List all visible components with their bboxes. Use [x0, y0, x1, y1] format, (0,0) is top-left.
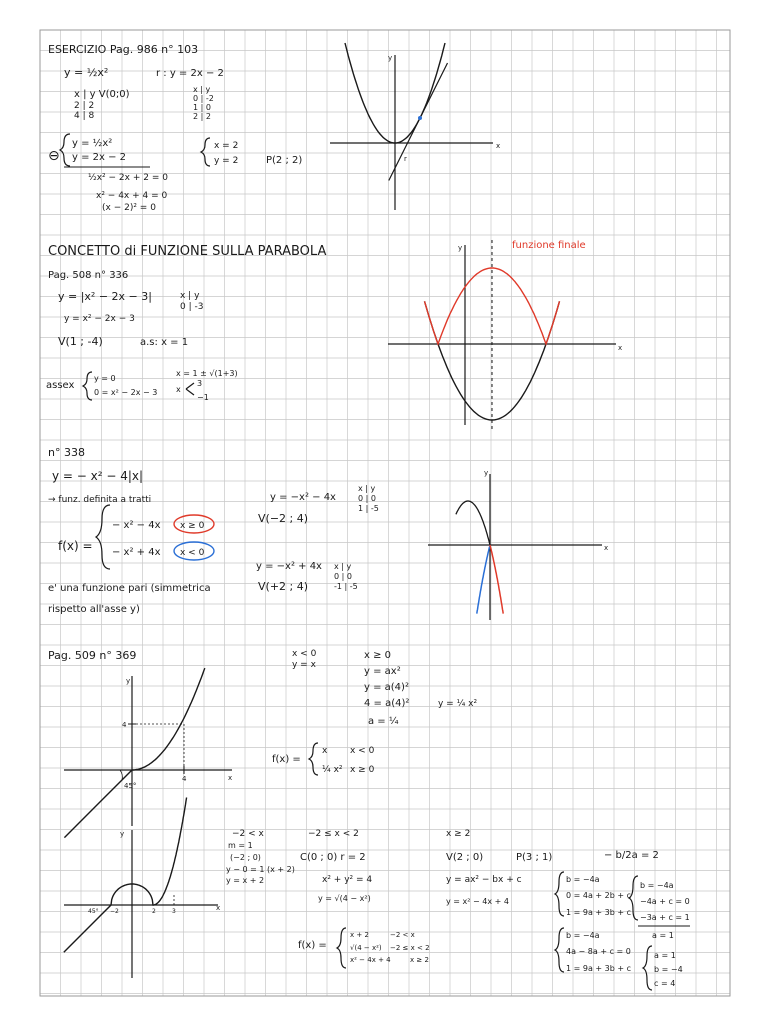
left-condition: x < 0 [292, 649, 317, 659]
case-1-step: y − 0 = 1 (x + 2) [226, 865, 295, 874]
solution-branch [186, 383, 194, 395]
calc-step: ½x² − 2x + 2 = 0 [88, 173, 168, 183]
inner-parabola: y = x² − 2x − 3 [64, 314, 135, 324]
system-eq-2: y = 2x − 2 [72, 152, 127, 163]
line-table-row: 1 | 0 [193, 103, 211, 112]
fx-label: f(x) = [272, 754, 301, 765]
angle-label: 45° [88, 908, 99, 915]
calc-step: (x − 2)² = 0 [102, 203, 156, 213]
case-a-table-row: 1 | -5 [358, 504, 379, 513]
x-tick-label: 4 [182, 775, 187, 783]
value-table-header: x | y V(0;0) [74, 89, 130, 100]
tangent-line [389, 63, 448, 181]
case-1-condition: −2 < x [390, 931, 415, 939]
case-1-expr: x + 2 [350, 931, 369, 939]
piecewise-brace [337, 928, 346, 968]
right-branch-curve [490, 545, 503, 614]
system-1-eq: b = −4a [566, 875, 600, 884]
coefficient-a: a = 1 [654, 951, 676, 960]
coefficient-b: b = −4 [654, 965, 683, 974]
graph-line-parabola [64, 668, 232, 838]
piecewise-brace [96, 505, 110, 569]
graph-tangent-parabola [330, 43, 500, 210]
minus-operator: ⊖ [48, 148, 60, 164]
derivation-step: y = a(4)² [364, 682, 409, 693]
solution-formula: x = 1 ± √(1+3) [176, 369, 238, 378]
case-3-step: y = ax² − bx + c [446, 875, 522, 885]
y-axis-label: y [458, 244, 463, 252]
value-table-row: 0 | -3 [180, 302, 204, 312]
line-table-header: x | y [193, 85, 211, 94]
graph-absolute-parabola [388, 240, 622, 432]
y-tick-label: 4 [122, 721, 127, 729]
result-y: y = 2 [214, 156, 239, 166]
exercise-title: ESERCIZIO Pag. 986 n° 103 [48, 43, 199, 56]
line-equation: r : y = 2x − 2 [156, 68, 224, 79]
value-table-header: x | y [180, 291, 200, 301]
x-axis-label: x [496, 142, 501, 150]
parabola-equation: y = ½x² [64, 66, 109, 79]
y-axis-label: y [388, 54, 393, 62]
solution-1: 3 [197, 379, 203, 388]
case-1-expr: − x² − 4x [112, 520, 161, 531]
fx-label: f(x) = [298, 940, 327, 951]
value-table-row: 4 | 8 [74, 111, 95, 121]
system-3-eq: 1 = 9a + 3b + c [566, 964, 632, 973]
result-x: x = 2 [214, 141, 239, 151]
graph-line-semicircle-parabola [64, 798, 220, 979]
case-1-step: −2 < x [232, 829, 264, 839]
case-2-step: x² + y² = 4 [322, 875, 373, 885]
case-1-step: m = 1 [228, 841, 253, 850]
graph-piecewise-parabola [428, 469, 608, 620]
vertex: V(1 ; -4) [58, 335, 103, 348]
x-tick-label: 2 [152, 908, 156, 915]
system-brace [83, 372, 92, 400]
note-line-1: e' una funzione pari (simmetrica [48, 583, 211, 594]
exercise-reference: Pag. 508 n° 336 [48, 270, 129, 281]
case-3-step: y = x² − 4x + 4 [446, 897, 509, 906]
fx-label: f(x) = [58, 539, 93, 553]
case-1-condition: x ≥ 0 [180, 521, 205, 531]
system-eq-1: y = ½x² [72, 138, 113, 149]
coefficient-c: c = 4 [654, 979, 676, 988]
system-1-eq: 0 = 4a + 2b + c [566, 891, 632, 900]
x-tick-label: −2 [110, 908, 119, 915]
function-equation: y = |x² − 2x − 3| [58, 290, 152, 303]
case-3-step: x ≥ 2 [446, 829, 471, 839]
case-1-step: y = x + 2 [226, 876, 265, 885]
section-title: CONCETTO di FUNZIONE SULLA PARABOLA [48, 244, 327, 259]
case-2-condition: x ≥ 0 [350, 765, 375, 775]
result: y = ¼ x² [438, 699, 478, 709]
exercise-336 [46, 240, 622, 432]
case-2-step: −2 ≤ x < 2 [308, 829, 359, 839]
case-2-expr: − x² + 4x [112, 547, 161, 558]
system-eq-2: 0 = x² − 2x − 3 [94, 388, 158, 397]
y-axis-label: y [484, 469, 489, 477]
legend-final-function: funzione finale [512, 240, 586, 251]
tangent-point: P(2 ; 2) [266, 155, 303, 166]
system-brace [555, 928, 564, 972]
case-2-step: y = √(4 − x²) [318, 894, 371, 903]
case-1-step: (−2 ; 0) [230, 853, 261, 862]
case-a-table-header: x | y [358, 484, 376, 493]
x-axis-label: x [228, 774, 233, 782]
note-line-2: rispetto all'asse y) [48, 604, 140, 615]
value-table-row: 2 | 2 [74, 101, 95, 111]
system-brace [60, 134, 70, 166]
case-a-vertex: V(−2 ; 4) [258, 512, 309, 525]
x-axis-label: x [604, 544, 609, 552]
exercise-103 [48, 43, 500, 213]
system-3-eq: 4a − 8a + c = 0 [566, 947, 631, 956]
case-a-table-row: 0 | 0 [358, 494, 376, 503]
exercise-338 [48, 446, 608, 620]
x-axis-label: x [216, 904, 221, 912]
derivation-step: x ≥ 0 [364, 650, 392, 661]
exercise-title: Pag. 509 n° 369 [48, 649, 137, 662]
line-table-row: 0 | -2 [193, 94, 214, 103]
solution-x: x [176, 385, 181, 394]
case-3-expr: x² − 4x + 4 [350, 956, 391, 964]
case-2-step: C(0 ; 0) r = 2 [300, 852, 366, 863]
result-brace [201, 138, 210, 166]
y-axis-label: y [120, 830, 125, 838]
case-b-table-row: 0 | 0 [334, 572, 352, 581]
case-3-step: V(2 ; 0) [446, 852, 484, 863]
system-2-result: a = 1 [652, 931, 674, 940]
case-2-expr: √(4 − x²) [350, 944, 382, 952]
calc-step: x² − 4x + 4 = 0 [96, 191, 168, 201]
case-b-vertex: V(+2 ; 4) [258, 580, 309, 593]
derivation-step: 4 = a(4)² [364, 698, 410, 709]
function-equation: y = − x² − 4|x| [52, 469, 144, 483]
line-label: r [404, 155, 407, 163]
description: → funz. definita a tratti [48, 495, 152, 505]
system-1-eq: 1 = 9a + 3b + c [566, 908, 632, 917]
intersection-label: assex [46, 380, 75, 391]
line-table-row: 2 | 2 [193, 112, 211, 121]
case-1-expr: x [322, 746, 328, 756]
case-a-equation: y = −x² − 4x [270, 492, 336, 503]
derivation-step: a = ¼ [368, 716, 399, 727]
case-2-expr: ¼ x² [322, 765, 343, 775]
exercise-title: n° 338 [48, 446, 85, 459]
case-b-table-row: -1 | -5 [334, 582, 358, 591]
case-2-condition: −2 ≤ x < 2 [390, 944, 430, 952]
case-b-table-header: x | y [334, 562, 352, 571]
derivation-step: y = ax² [364, 666, 401, 677]
x-axis-label: x [618, 344, 623, 352]
axis-of-symmetry: a.s: x = 1 [140, 337, 189, 348]
case-b-equation: y = −x² + 4x [256, 561, 322, 572]
system-2-eq: −4a + c = 0 [640, 897, 690, 906]
exercise-piecewise-3 [64, 798, 690, 991]
case-1-condition: x < 0 [350, 746, 375, 756]
tangent-point-mark [418, 116, 422, 120]
angle-label: 45° [124, 782, 137, 790]
system-brace [555, 872, 564, 916]
system-2-eq: b = −4a [640, 881, 674, 890]
case-2-condition: x < 0 [180, 548, 205, 558]
x-tick-label: 3 [172, 908, 176, 915]
system-2-eq: −3a + c = 1 [640, 913, 690, 922]
y-axis-label: y [126, 677, 131, 685]
left-branch-curve [477, 545, 490, 614]
system-3-eq: b = −4a [566, 931, 600, 940]
system-eq-1: y = 0 [94, 374, 116, 383]
solution-2: −1 [197, 393, 209, 402]
reference-curve [456, 501, 490, 545]
left-expression: y = x [292, 660, 316, 670]
case-3-step: − b/2a = 2 [604, 850, 659, 861]
case-3-condition: x ≥ 2 [410, 956, 429, 964]
case-3-step: P(3 ; 1) [516, 852, 553, 863]
